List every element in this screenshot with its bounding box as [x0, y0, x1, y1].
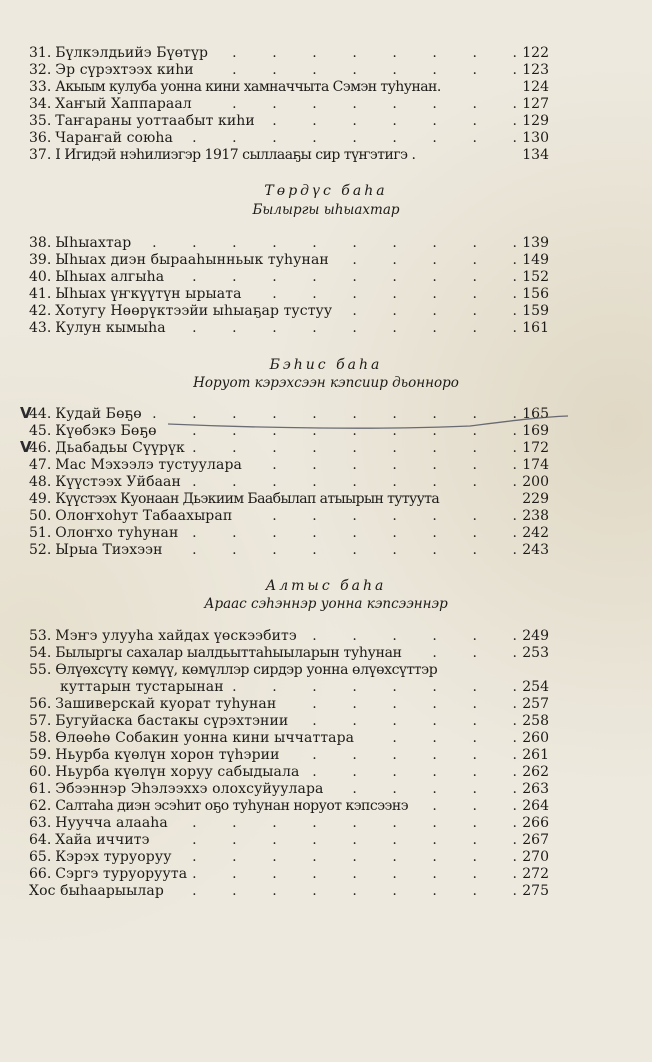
entry-page: 263	[522, 781, 549, 797]
entry-page: 122	[522, 45, 549, 61]
leader-dots	[179, 130, 517, 147]
leader-dots	[248, 457, 517, 474]
toc-entry	[29, 457, 549, 474]
entry-title: Ыһыах үҥкүүтүн ырыата	[55, 286, 242, 302]
entry-number: 45.	[29, 423, 52, 439]
entry-page: 169	[522, 423, 549, 439]
entry-title: Олоҥхо туһунан	[55, 525, 179, 541]
leader-dots	[214, 45, 517, 62]
entry-title: Эбээннэр Эһэлээххэ олохсуйуулара	[55, 781, 324, 797]
entry-number: 54.	[29, 645, 52, 661]
entry-title: Мас Мэхээлэ тустуулара	[55, 457, 242, 473]
toc-entry	[29, 62, 549, 79]
entry-page: 124	[522, 79, 549, 95]
leader-dots	[305, 764, 517, 781]
toc-entry	[29, 474, 549, 491]
entry-title: Күөбэкэ Бөҕө	[55, 423, 157, 439]
leader-dots	[172, 320, 517, 337]
entry-title: Хос быһаарыылар	[29, 883, 164, 899]
leader-dots	[286, 747, 517, 764]
entry-title: Мэҥэ улууһа хайдах үөскээбитэ	[55, 628, 297, 644]
entry-title: Хаҥый Хаппараал	[55, 96, 192, 112]
pen-check-mark: V	[20, 438, 32, 456]
entry-page: 152	[522, 269, 549, 285]
entry-number: 43.	[29, 320, 52, 336]
entry-title: Зашиверскай куорат туһунан	[55, 696, 277, 712]
leader-dots	[170, 883, 517, 900]
entry-page: 139	[522, 235, 549, 251]
entry-number: 50.	[29, 508, 52, 524]
leader-dots	[360, 730, 517, 747]
section-heading: Алтыс баһа	[265, 578, 387, 594]
entry-page: 165	[522, 406, 549, 422]
toc-entry	[29, 730, 549, 747]
entry-title: Таҥараны уоттаабыт киһи	[55, 113, 255, 129]
entry-page: 149	[522, 252, 549, 268]
entry-page: 243	[522, 542, 549, 558]
leader-dots	[282, 696, 517, 713]
toc-entry-continuation	[60, 679, 549, 696]
section-heading: Бэһис баһа	[269, 357, 383, 373]
entry-number: 65.	[29, 849, 52, 865]
toc-entry	[29, 525, 549, 542]
entry-page: 172	[522, 440, 549, 456]
entry-page: 242	[522, 525, 549, 541]
entry-title: Ньурба күөлүн хоруу сабыдыала	[55, 764, 300, 780]
entry-number: 47.	[29, 457, 52, 473]
entry-number: 60.	[29, 764, 52, 780]
entry-page: 260	[522, 730, 549, 746]
entry-page: 272	[522, 866, 549, 882]
toc-entry	[29, 542, 549, 559]
entry-number: 57.	[29, 713, 52, 729]
toc-entry	[29, 269, 549, 286]
toc-entry	[29, 286, 549, 303]
entry-title: Бугуйаска бастакы сүрэхтэнии	[55, 713, 289, 729]
entry-title: Сэргэ туруоруута	[55, 866, 188, 882]
leader-dots	[170, 269, 517, 286]
toc-entry	[29, 781, 549, 798]
entry-number: 59.	[29, 747, 52, 763]
leader-dots	[338, 303, 517, 320]
entry-number: 38.	[29, 235, 52, 251]
entry-number: 40.	[29, 269, 52, 285]
entry-page: 264	[522, 798, 549, 814]
entry-title: Хайа иччитэ	[55, 832, 150, 848]
entry-page: 254	[522, 679, 549, 695]
leader-dots	[178, 849, 517, 866]
entry-number: 44.	[29, 406, 52, 422]
entry-number: 63.	[29, 815, 52, 831]
entry-number: 58.	[29, 730, 52, 746]
entry-page: 275	[522, 883, 549, 899]
section-subheading: Араас сэһэннэр уонна кэпсээннэр	[204, 596, 448, 612]
entry-title: Ырыа Тиэхээн	[55, 542, 163, 558]
entry-page: 270	[522, 849, 549, 865]
toc-entry	[29, 235, 549, 252]
toc-entry	[29, 713, 549, 730]
entry-title: Олоҥхоһут Табаахырап	[55, 508, 233, 524]
entry-title: Ыһыах алгыһа	[55, 269, 165, 285]
leader-dots	[148, 406, 517, 423]
entry-number: 62.	[29, 798, 52, 814]
entry-page: 159	[522, 303, 549, 319]
toc-entry	[29, 320, 549, 337]
entry-page: 127	[522, 96, 549, 112]
entry-number: 56.	[29, 696, 52, 712]
toc-entry	[29, 866, 549, 883]
toc-entry	[29, 252, 549, 269]
toc-entry	[29, 147, 549, 164]
entry-title-continuation: куттарын тустарынан	[60, 679, 224, 695]
toc-entry	[29, 113, 549, 130]
entry-page: 229	[522, 491, 549, 507]
leader-dots	[198, 96, 517, 113]
entry-title: Ыһыах диэн бырааһынньык туһунан	[55, 252, 329, 268]
toc-entry	[29, 96, 549, 113]
entry-number: 53.	[29, 628, 52, 644]
entry-title: Ыһыахтар	[55, 235, 132, 251]
entry-page: 261	[522, 747, 549, 763]
entry-number: 36.	[29, 130, 52, 146]
entry-number: 51.	[29, 525, 52, 541]
leader-dots	[137, 235, 517, 252]
entry-page: 257	[522, 696, 549, 712]
entry-number: 33.	[29, 79, 52, 95]
leader-dots	[414, 798, 517, 815]
entry-page: 134	[522, 147, 549, 163]
entry-title: Күүстээх Куонаан Дьэкиим Баабылап атыырын тутуута	[55, 491, 440, 507]
leader-dots	[335, 252, 517, 269]
entry-number: 61.	[29, 781, 52, 797]
leader-dots	[303, 628, 517, 645]
entry-page: 267	[522, 832, 549, 848]
entry-number: 42.	[29, 303, 52, 319]
entry-number: 39.	[29, 252, 52, 268]
toc-entry	[29, 696, 549, 713]
leader-dots	[191, 440, 517, 457]
toc-entry	[29, 45, 549, 62]
entry-page: 161	[522, 320, 549, 336]
leader-dots	[200, 62, 517, 79]
entry-page: 130	[522, 130, 549, 146]
toc-entry	[29, 303, 549, 320]
toc-entry	[29, 849, 549, 866]
leader-dots	[169, 542, 517, 559]
toc-entry	[29, 423, 549, 440]
entry-title: I Игидэй нэһилиэгэр 1917 сыллааҕы сир түҥэтигэ .	[55, 147, 416, 163]
toc-entry	[29, 628, 549, 645]
entry-number: 48.	[29, 474, 52, 490]
toc-entry	[29, 815, 549, 832]
entry-page: 258	[522, 713, 549, 729]
entry-title: Кулун кымыһа	[55, 320, 166, 336]
entry-page: 253	[522, 645, 549, 661]
entry-number: 35.	[29, 113, 52, 129]
toc-entry	[29, 832, 549, 849]
entry-page: 200	[522, 474, 549, 490]
toc-entry	[29, 406, 549, 423]
entry-title: Салтаһа диэн эсэһит оҕо туһунан норуот кэпсээнэ	[55, 798, 409, 814]
leader-dots	[193, 866, 517, 883]
entry-title: Дьабадьы Сүүрүк	[55, 440, 185, 456]
entry-title: Кэрэх туруоруу	[55, 849, 172, 865]
toc-entry	[29, 440, 549, 457]
entry-title: Бүлкэлдьийэ Бүөтүр	[55, 45, 209, 61]
entry-title: Акыым кулуба уонна кини хамначчыта Сэмэн туһунан.	[55, 79, 441, 95]
leader-dots	[174, 815, 517, 832]
entry-number: 37.	[29, 147, 52, 163]
entry-title: Күүстээх Уйбаан	[55, 474, 181, 490]
leader-dots	[163, 423, 517, 440]
section-heading: Төрдүс баһа	[264, 183, 388, 199]
entry-number: 32.	[29, 62, 52, 78]
section-subheading: Былыргы ыһыахтар	[252, 202, 400, 218]
entry-page: 238	[522, 508, 549, 524]
entry-title: Былыргы сахалар ыалдьыттаһыыларын туһунан	[55, 645, 402, 661]
toc-entry	[29, 662, 549, 679]
entry-page: 129	[522, 113, 549, 129]
leader-dots	[238, 508, 517, 525]
entry-number: 46.	[29, 440, 52, 456]
entry-number: 31.	[29, 45, 52, 61]
toc-entry	[29, 79, 549, 96]
entry-page: 266	[522, 815, 549, 831]
entry-title: Чараҥай союһа	[55, 130, 173, 146]
pen-check-mark: V	[20, 404, 32, 422]
leader-dots	[230, 679, 517, 696]
leader-dots	[294, 713, 517, 730]
section-subheading: Норуот кэрэхсээн кэпсиир дьонноро	[193, 375, 459, 391]
entry-title: Ньурба күөлүн хорон түһэрии	[55, 747, 280, 763]
entry-page: 249	[522, 628, 549, 644]
toc-entry	[29, 645, 549, 662]
entry-title: Эр сүрэхтээх киһи	[55, 62, 194, 78]
entry-page: 174	[522, 457, 549, 473]
entry-title: Кудай Бөҕө	[55, 406, 142, 422]
entry-page: 123	[522, 62, 549, 78]
toc-entry	[29, 508, 549, 525]
entry-number: 66.	[29, 866, 52, 882]
leader-dots	[261, 113, 517, 130]
entry-number: 52.	[29, 542, 52, 558]
entry-title: Нууччa алааһа	[55, 815, 168, 831]
toc-entry	[29, 883, 549, 900]
entry-number: 55.	[29, 662, 52, 678]
leader-dots	[248, 286, 517, 303]
entry-title: Өлүөхсүтү көмүү, көмүллэр сирдэр уонна өлүөхсүттэр	[55, 662, 438, 678]
toc-entry	[29, 491, 549, 508]
leader-dots	[330, 781, 517, 798]
toc-entry	[29, 798, 549, 815]
entry-page: 262	[522, 764, 549, 780]
entry-title: Хотугу Нөөрүктээйи ыһыаҕар тустуу	[55, 303, 333, 319]
toc-entry	[29, 764, 549, 781]
entry-number: 49.	[29, 491, 52, 507]
toc-entry	[29, 130, 549, 147]
leader-dots	[184, 525, 517, 542]
leader-dots	[156, 832, 517, 849]
entry-page: 156	[522, 286, 549, 302]
entry-title: Өлөөһө Собакин уонна кини ыччаттара	[55, 730, 355, 746]
toc-entry	[29, 747, 549, 764]
entry-number: 64.	[29, 832, 52, 848]
entry-number: 34.	[29, 96, 52, 112]
entry-number: 41.	[29, 286, 52, 302]
leader-dots	[408, 645, 517, 662]
leader-dots	[187, 474, 517, 491]
